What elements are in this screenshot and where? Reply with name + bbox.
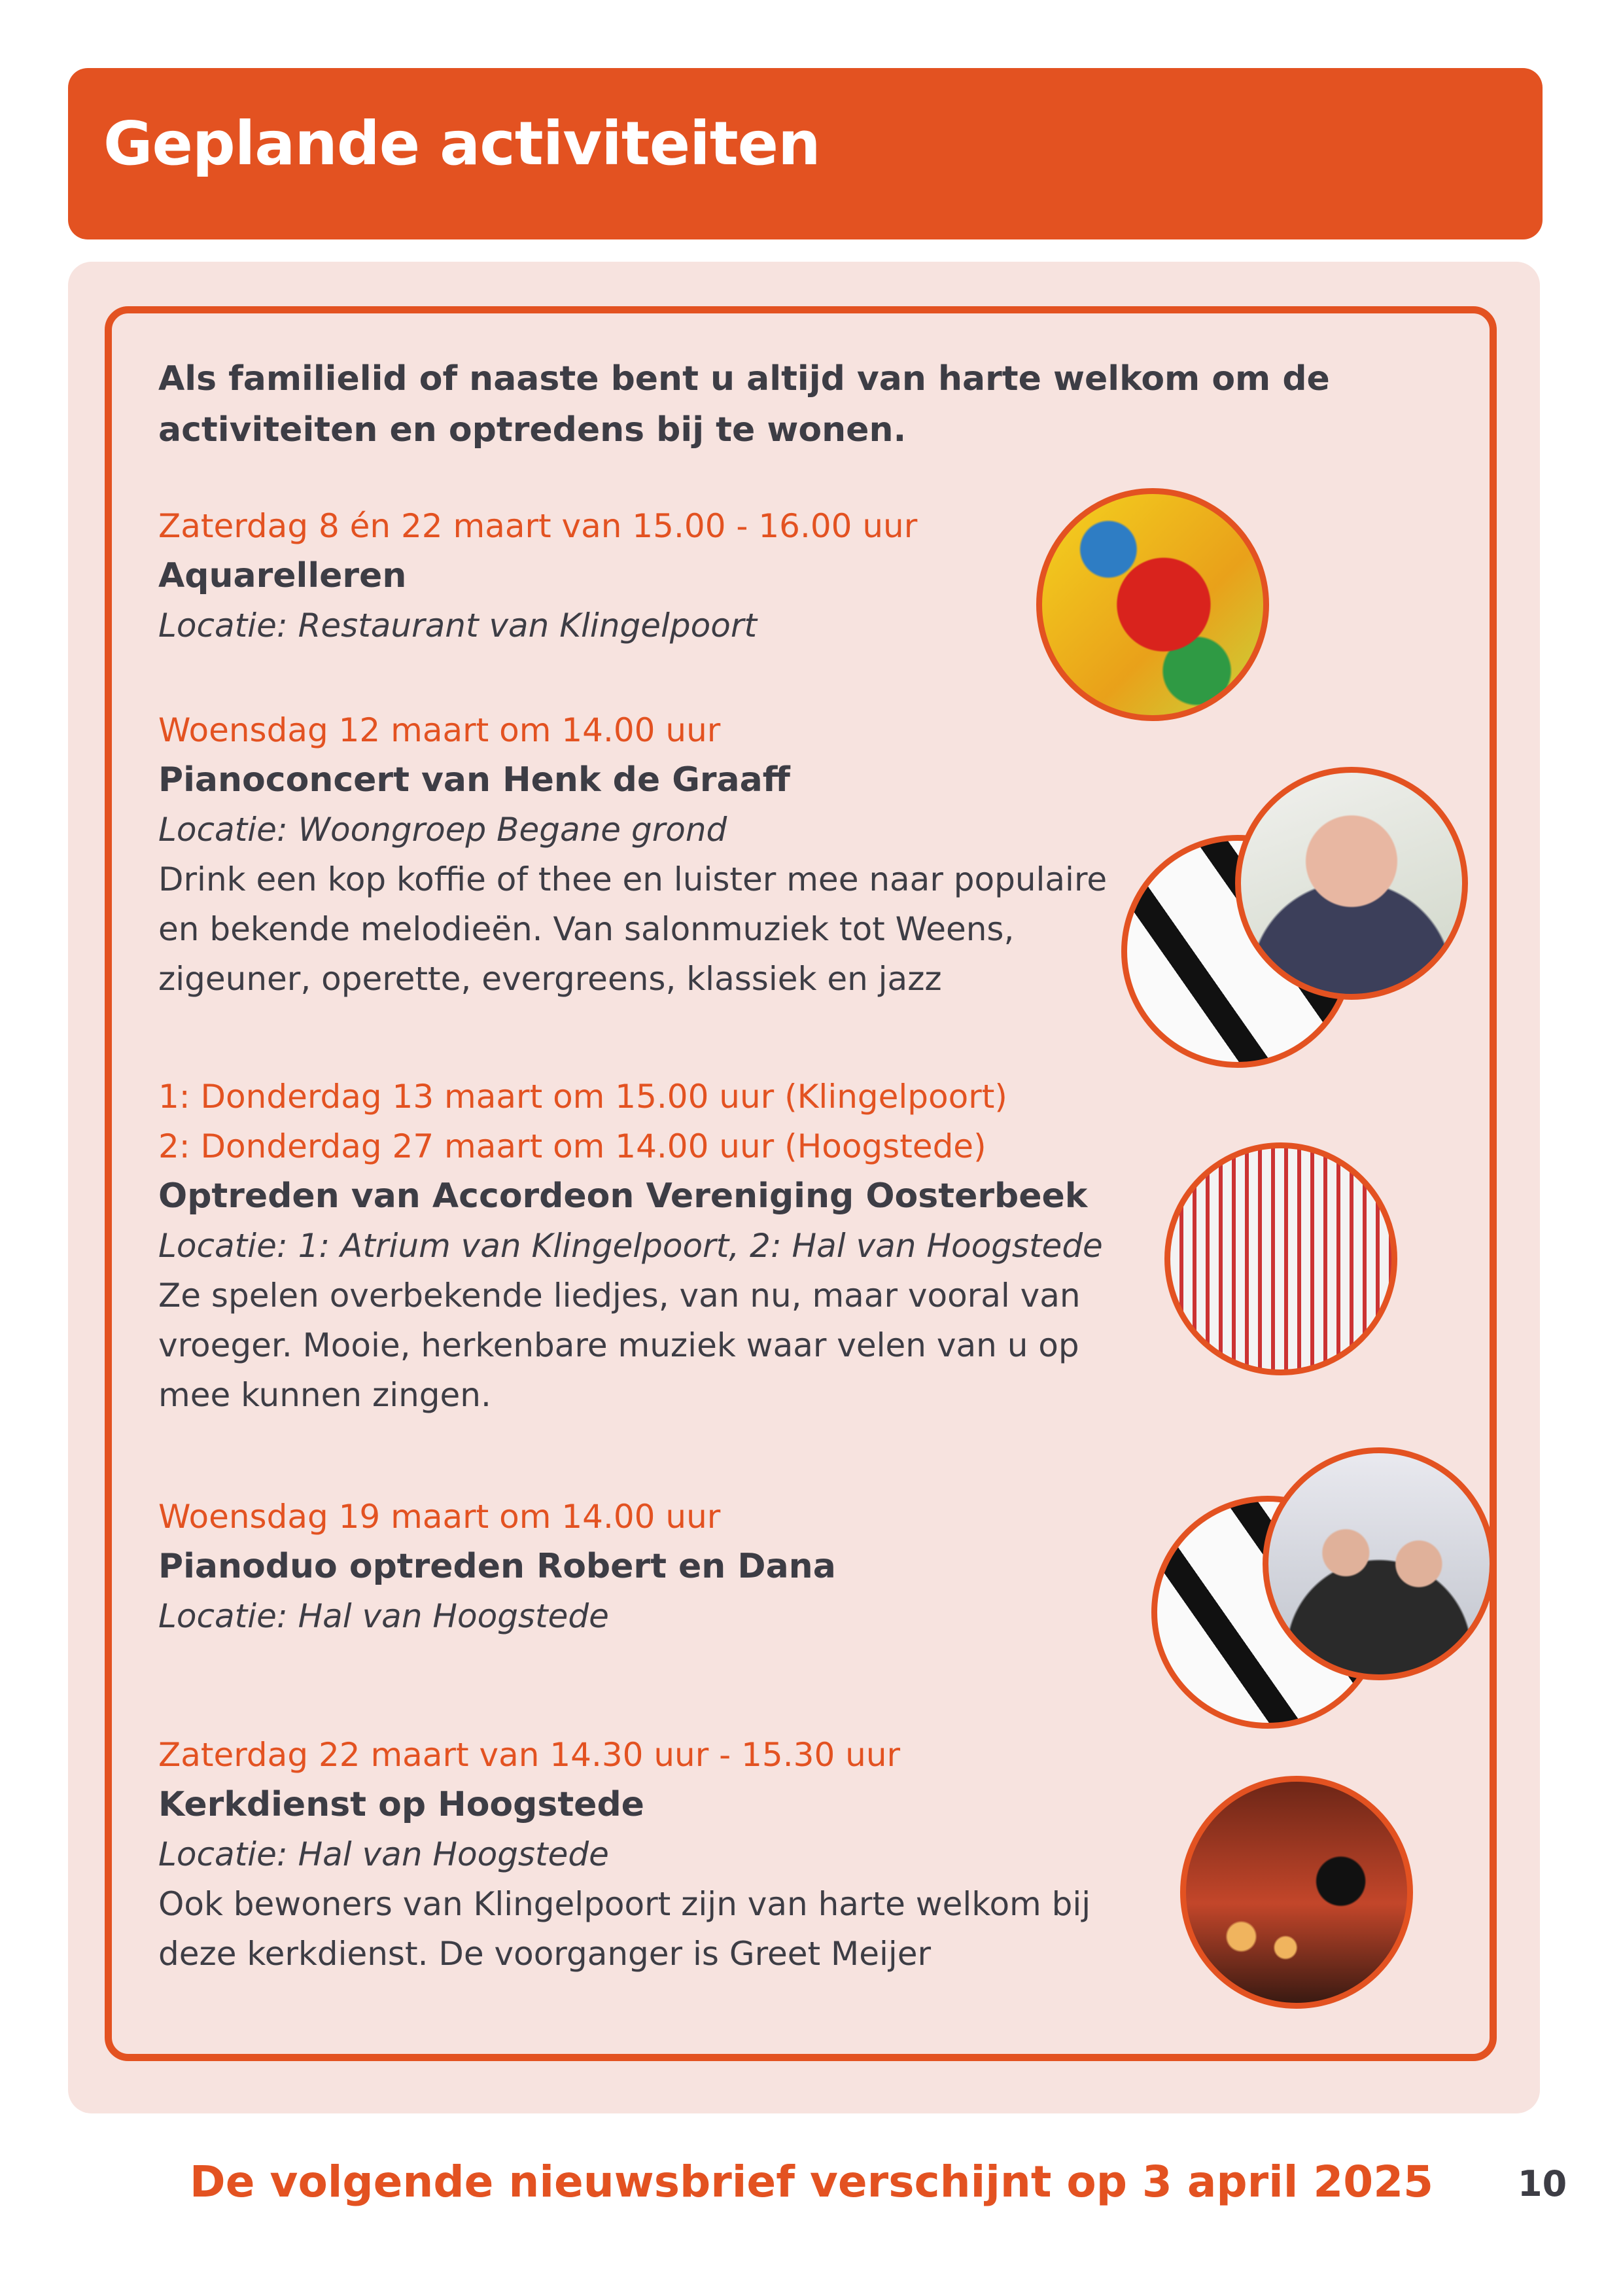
intro-text: Als familielid of naaste bent u altijd van harte welkom om de activiteiten en optredens bij te wonen. xyxy=(158,359,1330,450)
activity-date: Zaterdag 22 maart van 14.30 uur - 15.30 uur xyxy=(158,1736,901,1774)
activity-date: Woensdag 19 maart om 14.00 uur xyxy=(158,1498,721,1536)
activity-title: Optreden van Accordeon Vereniging Oosterbeek xyxy=(158,1176,1088,1216)
page-title: Geplande activiteiten xyxy=(103,109,820,179)
page-header xyxy=(68,68,1543,239)
next-newsletter-note: De volgende nieuwsbrief verschijnt op 3 april 2025 xyxy=(189,2157,1434,2207)
activity-date: 2: Donderdag 27 maart om 14.00 uur (Hoogstede) xyxy=(158,1127,986,1165)
activity-kerkdienst xyxy=(158,1730,1140,1979)
activity-title: Kerkdienst op Hoogstede xyxy=(158,1785,644,1824)
activity-title: Pianoconcert van Henk de Graaff xyxy=(158,760,790,800)
activities-panel xyxy=(68,262,1540,2113)
activity-aquarelleren xyxy=(158,501,1140,650)
activity-title: Aquarelleren xyxy=(158,556,407,595)
activity-description: Drink een kop koffie of thee en luister mee naar populaire en bekende melodieën. Van salonmuziek tot Weens, zigeuner, operette, evergreens, klassiek en jazz xyxy=(158,860,1108,998)
activity-location: Locatie: 1: Atrium van Klingelpoort, 2: Hal van Hoogstede xyxy=(158,1227,1103,1265)
activity-description: Ook bewoners van Klingelpoort zijn van harte welkom bij deze kerkdienst. De voorganger is Greet Meijer xyxy=(158,1885,1091,1973)
activity-location: Locatie: Woongroep Begane grond xyxy=(158,811,727,849)
accordion-photo xyxy=(1164,1142,1397,1375)
activity-location: Locatie: Restaurant van Klingelpoort xyxy=(158,607,757,645)
activity-location: Locatie: Hal van Hoogstede xyxy=(158,1597,609,1635)
pianist-portrait-photo xyxy=(1235,767,1468,1000)
piano-duo-photo xyxy=(1263,1447,1495,1680)
activity-date: 1: Donderdag 13 maart om 15.00 uur (Klingelpoort) xyxy=(158,1078,1007,1116)
activity-pianoconcert xyxy=(158,705,1140,1004)
activity-pianoduo xyxy=(158,1492,1140,1641)
activity-date: Woensdag 12 maart om 14.00 uur xyxy=(158,711,721,749)
activity-location: Locatie: Hal van Hoogstede xyxy=(158,1835,609,1873)
activity-description: Ze spelen overbekende liedjes, van nu, maar vooral van vroeger. Mooie, herkenbare muziek waar velen van u op mee kunnen zingen. xyxy=(158,1277,1081,1414)
church-hand-photo xyxy=(1180,1776,1413,2009)
activity-title: Pianoduo optreden Robert en Dana xyxy=(158,1547,836,1586)
painting-photo xyxy=(1036,488,1269,721)
page-number: 10 xyxy=(1518,2163,1567,2204)
activity-date: Zaterdag 8 én 22 maart van 15.00 - 16.00 uur xyxy=(158,507,918,545)
activity-accordeon xyxy=(158,1072,1140,1420)
